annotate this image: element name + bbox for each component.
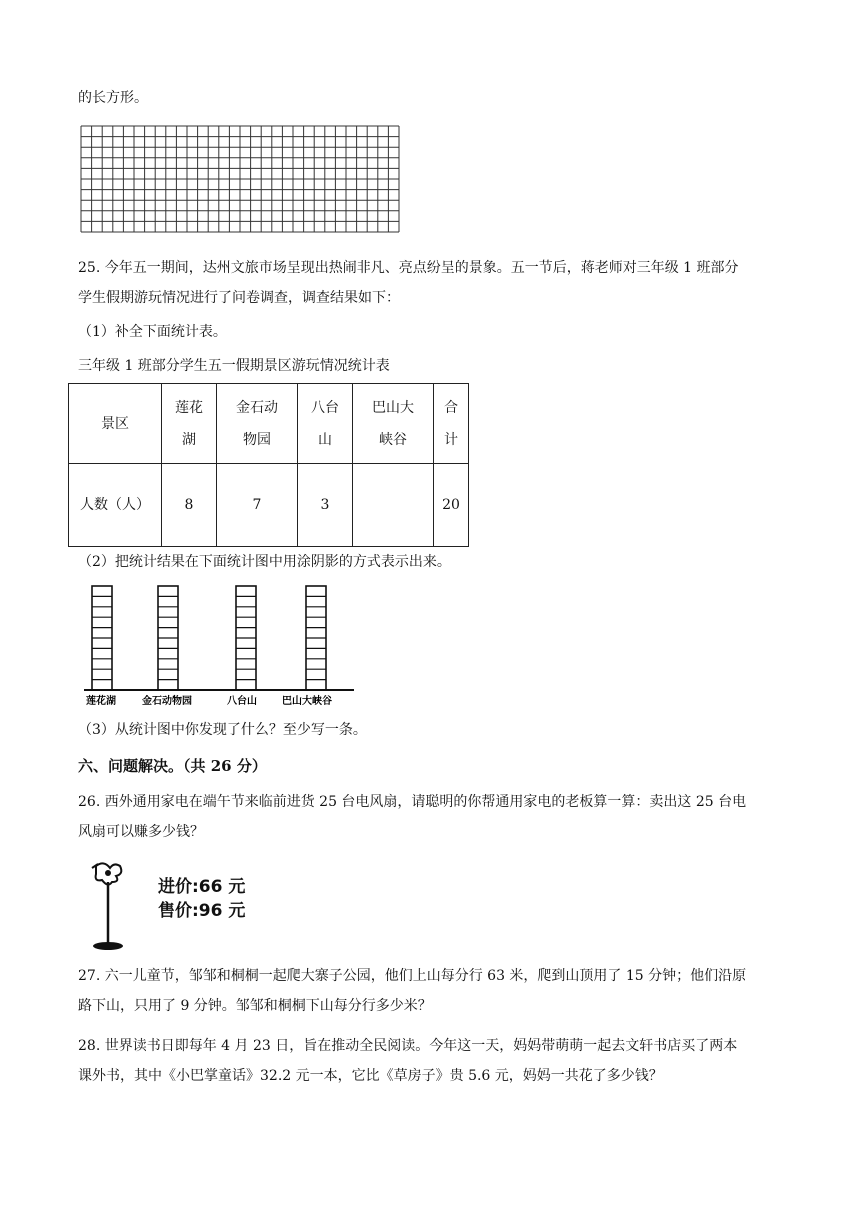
q26-line1: 26. 西外通用家电在端午节来临前进货 25 台电风扇，请聪明的你帮通用家电的老板算一算：卖出这 25 台电 <box>78 794 747 810</box>
blank-bar-column <box>306 586 326 690</box>
header-text: 八台山 <box>310 399 339 448</box>
q25-line2: 学生假期游玩情况进行了问卷调查，调查结果如下： <box>78 290 400 306</box>
header-cell-total <box>434 384 469 464</box>
q27-line2: 路下山，只用了 9 分钟。邹邹和桐桐下山每分行多少米？ <box>78 998 432 1014</box>
blank-bar-graph <box>84 582 364 712</box>
bar-label-lianhua: 莲花湖 <box>86 696 116 707</box>
bar-label-bashan: 巴山大峡谷 <box>282 696 332 707</box>
header-text: 合计 <box>443 399 458 448</box>
table-data-row <box>69 464 469 547</box>
table-header-row <box>69 384 469 464</box>
header-text: 巴山大峡谷 <box>371 399 414 448</box>
blank-bar-column <box>236 586 256 690</box>
header-text: 景区 <box>101 415 129 432</box>
value-cell-lianhua: 8 <box>162 464 217 547</box>
value-cell-total: 20 <box>434 464 469 547</box>
q25-part3: （3）从统计图中你发现了什么？至少写一条。 <box>78 722 367 738</box>
row-label-cell: 人数（人） <box>69 464 162 547</box>
section-6-heading: 六、问题解决。（共 26 分） <box>78 757 267 775</box>
q28-line1: 28. 世界读书日即每年 4 月 23 日，旨在推动全民阅读。今年这一天，妈妈带萌萌一起去文轩书店买了两本 <box>78 1038 738 1054</box>
q27-line1: 27. 六一儿童节，邹邹和桐桐一起爬大寨子公园，他们上山每分行 63 米，爬到山顶用了 15 分钟；他们沿原 <box>78 968 747 984</box>
square-grid <box>80 125 402 235</box>
intro-tail-text: 的长方形。 <box>78 90 148 106</box>
q25-part1: （1）补全下面统计表。 <box>78 324 227 340</box>
bar-label-jinshi: 金石动物园 <box>142 696 192 707</box>
value-cell-jinshi: 7 <box>217 464 298 547</box>
q25-part2: （2）把统计结果在下面统计图中用涂阴影的方式表示出来。 <box>78 554 451 570</box>
cost-price-label: 进价:66 元 <box>158 877 246 897</box>
value-cell-batai: 3 <box>298 464 353 547</box>
header-cell-jinshi <box>217 384 298 464</box>
bar-label-batai: 八台山 <box>227 696 257 707</box>
header-cell-lianhua <box>162 384 217 464</box>
blank-bar-column <box>158 586 178 690</box>
stats-table <box>68 383 469 547</box>
sale-price-label: 售价:96 元 <box>158 901 246 921</box>
header-text: 金石动物园 <box>235 399 278 448</box>
q26-line2: 风扇可以赚多少钱？ <box>78 824 204 840</box>
header-cell-batai <box>298 384 353 464</box>
q25-line1: 25. 今年五一期间，达州文旅市场呈现出热闹非凡、亮点纷呈的景象。五一节后，蒋老师对三年级 1 班部分 <box>78 260 739 276</box>
header-text: 莲花湖 <box>174 399 203 448</box>
value-cell-bashan-blank <box>353 464 434 547</box>
q28-line2: 课外书，其中《小巴掌童话》32.2 元一本，它比《草房子》贵 5.6 元，妈妈一共花了多少钱？ <box>78 1068 663 1084</box>
table-title: 三年级 1 班部分学生五一假期景区游玩情况统计表 <box>78 358 390 374</box>
header-cell-scenic <box>69 384 162 464</box>
electric-fan-image <box>84 858 144 954</box>
header-cell-bashan <box>353 384 434 464</box>
blank-bar-column <box>92 586 112 690</box>
